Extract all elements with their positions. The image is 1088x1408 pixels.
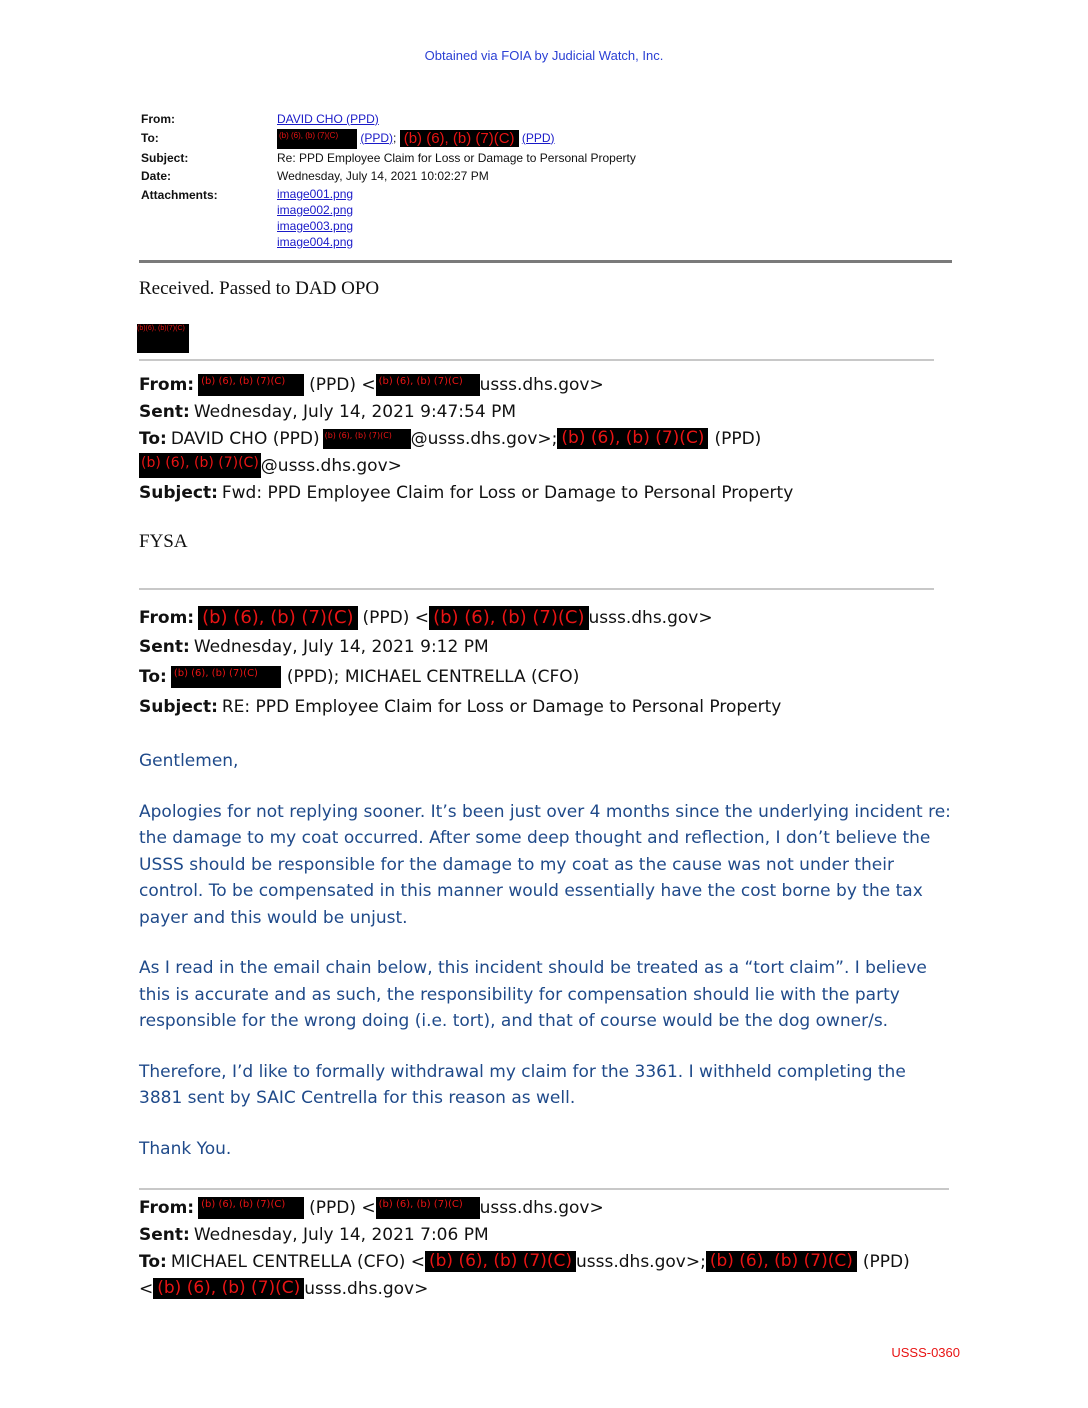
to-domain: @usss.dhs.gov>; xyxy=(410,428,558,449)
message-divider xyxy=(139,588,934,590)
from-domain: usss.dhs.gov> xyxy=(479,374,604,395)
header-divider xyxy=(139,260,952,263)
email-header xyxy=(141,110,636,250)
redaction-box: (b) (6), (b) (7)(C) xyxy=(198,606,357,630)
message-divider xyxy=(139,359,934,361)
paragraph: As I read in the email chain below, this incident should be treated as a “tort claim”. I believe this is accurate and as such, the responsibility for compensation should lie with the party responsible for the wrong doing (i.e. tort), and that of course would be the dog owner/s. xyxy=(139,958,927,1031)
message-header xyxy=(139,371,793,506)
sent-value: Wednesday, July 14, 2021 7:06 PM xyxy=(193,1224,489,1245)
redaction-box: (b) (6), (b) (7)(C) xyxy=(153,1278,304,1299)
sent-label: Sent: xyxy=(139,401,190,422)
redaction-box: (b) (6), (b) (7)(C) xyxy=(376,374,480,396)
subject-label: Subject: xyxy=(141,150,189,165)
from-domain: usss.dhs.gov> xyxy=(479,1197,604,1218)
redaction-box: (b) (6), (b) (7)(C) xyxy=(323,429,411,449)
to-ppd: (PPD) xyxy=(862,1251,910,1272)
to-name: MICHAEL CENTRELLA (CFO) < xyxy=(170,1251,425,1272)
redaction-box: (b) (6), (b) (7)(C) xyxy=(198,374,304,396)
message-header xyxy=(139,603,781,720)
to-separator: ; xyxy=(393,130,397,145)
subject-label: Subject: xyxy=(139,482,218,503)
redaction-box: (b) (6), (b) (7)(C) xyxy=(277,129,357,149)
fysa-text: FYSA xyxy=(139,531,188,552)
to-label: To: xyxy=(139,667,167,687)
greeting: Gentlemen, xyxy=(139,751,239,771)
to-domain: usss.dhs.gov>; xyxy=(576,1251,706,1272)
attachment-link[interactable]: image001.png xyxy=(277,186,354,201)
redaction-box: (b) (6), (b) (7)(C) xyxy=(429,606,588,630)
signature-redaction: (b)(6), (b)(7)(C) xyxy=(137,324,189,353)
from-label: From: xyxy=(139,1197,195,1218)
from-ppd: (PPD) < xyxy=(362,608,430,628)
message-body xyxy=(139,748,951,1162)
redaction-box: (b) (6), (b) (7)(C) xyxy=(557,428,708,449)
redaction-box: (b) (6), (b) (7)(C) xyxy=(198,1197,304,1219)
to-label: To: xyxy=(141,130,159,145)
to-link-ppd[interactable]: (PPD) xyxy=(521,130,555,145)
sent-value: Wednesday, July 14, 2021 9:12 PM xyxy=(193,637,489,657)
message-divider xyxy=(139,1188,949,1190)
bates-number: USSS-0360 xyxy=(891,1345,960,1360)
attachment-link[interactable]: image004.png xyxy=(277,234,354,249)
from-label: From: xyxy=(139,608,195,628)
subject-label: Subject: xyxy=(139,696,218,717)
date-value: Wednesday, July 14, 2021 10:02:27 PM xyxy=(277,169,489,183)
subject-value: Fwd: PPD Employee Claim for Loss or Damage to Personal Property xyxy=(221,482,794,503)
redaction-box: (b) (6), (b) (7)(C) xyxy=(376,1197,480,1219)
to-domain: usss.dhs.gov> xyxy=(304,1278,429,1299)
from-ppd: (PPD) < xyxy=(309,374,376,395)
subject-value: Re: PPD Employee Claim for Loss or Damage to Personal Property xyxy=(277,150,636,165)
to-lt: < xyxy=(139,1278,154,1299)
message-header xyxy=(139,1194,910,1302)
reply-text: Received. Passed to DAD OPO xyxy=(139,278,380,299)
to-label: To: xyxy=(139,428,167,449)
from-label: From: xyxy=(139,374,195,395)
sent-label: Sent: xyxy=(139,1224,190,1245)
to-domain: @usss.dhs.gov> xyxy=(260,455,402,476)
to-label: To: xyxy=(139,1251,167,1272)
subject-value: RE: PPD Employee Claim for Loss or Damage to Personal Property xyxy=(221,696,782,717)
closing: Thank You. xyxy=(139,1138,232,1159)
attachment-link[interactable]: image002.png xyxy=(277,202,354,217)
redaction-box: (b) (6), (b) (7)(C) xyxy=(139,453,261,478)
redaction-box: (b) (6), (b) (7)(C) xyxy=(400,130,519,147)
redaction-box: (b) (6), (b) (7)(C) xyxy=(425,1251,576,1272)
redaction-box: (b) (6), (b) (7)(C) xyxy=(706,1251,857,1272)
attachment-link[interactable]: image003.png xyxy=(277,218,354,233)
from-ppd: (PPD) < xyxy=(309,1197,376,1218)
to-link-ppd[interactable]: (PPD) xyxy=(360,130,394,145)
paragraph: Apologies for not replying sooner. It’s been just over 4 months since the underlying incident re: the damage to my coat occurred. After some deep thought and reflection, I don’t believe the USSS should be responsible for the damage to my coat as the cause was not under their control. To be compensated in this manner would essentially have the cost borne by the tax payer and this would be unjust. xyxy=(139,801,951,928)
sent-label: Sent: xyxy=(139,637,190,657)
to-name: DAVID CHO (PPD) xyxy=(170,428,320,449)
paragraph: Therefore, I’d like to formally withdrawal my claim for the 3361. I withheld completing the 3881 sent by SAIC Centrella for this reason as well. xyxy=(139,1061,906,1108)
from-domain: usss.dhs.gov> xyxy=(588,608,713,628)
from-link[interactable]: DAVID CHO (PPD) xyxy=(277,112,379,126)
redaction-box: (b) (6), (b) (7)(C) xyxy=(171,666,281,688)
attachments-label: Attachments: xyxy=(141,187,218,202)
foia-notice: Obtained via FOIA by Judicial Watch, Inc. xyxy=(424,48,664,63)
to-rest: (PPD); MICHAEL CENTRELLA (CFO) xyxy=(286,667,580,687)
from-label: From: xyxy=(141,112,175,126)
to-ppd: (PPD) xyxy=(714,428,762,449)
date-label: Date: xyxy=(141,169,172,183)
sent-value: Wednesday, July 14, 2021 9:47:54 PM xyxy=(193,401,516,422)
